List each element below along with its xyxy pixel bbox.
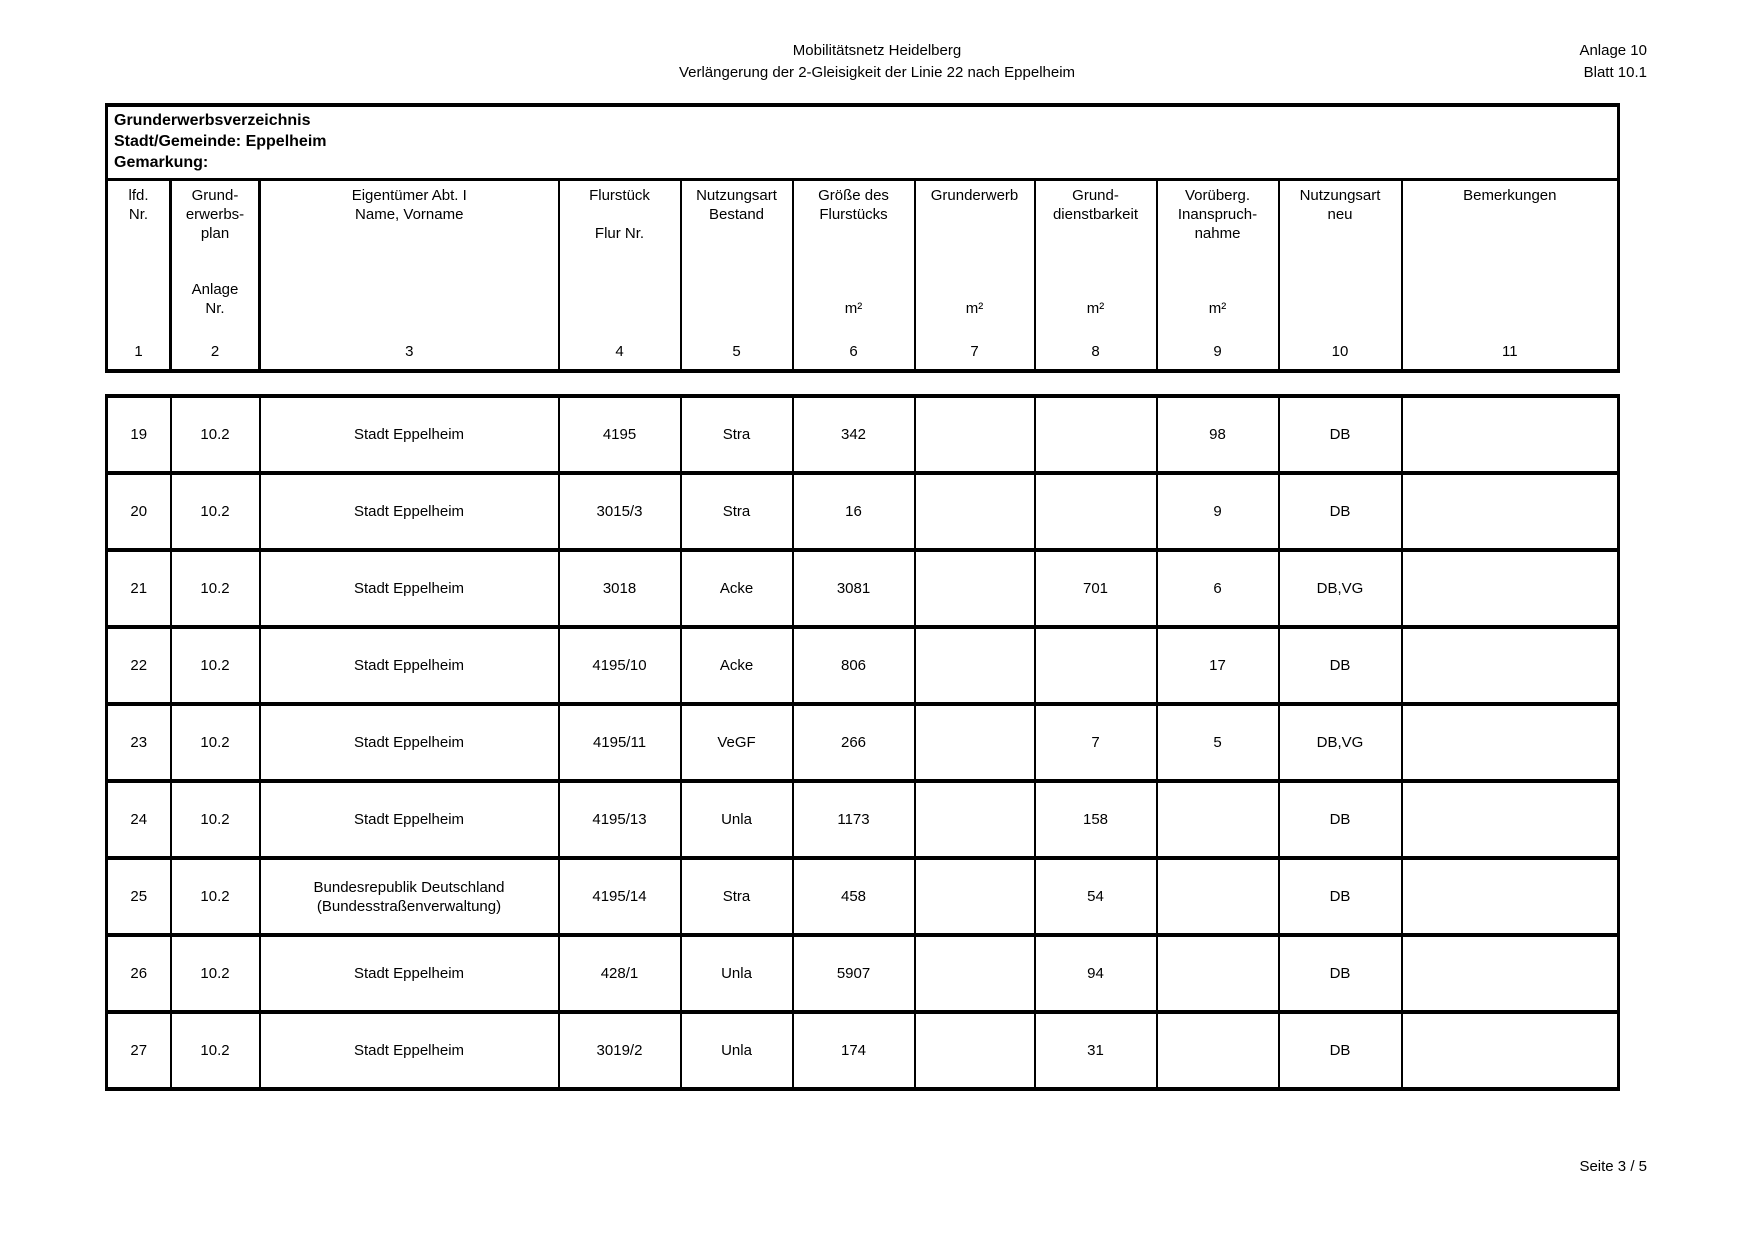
cell-voruebergehende-inanspruchnahme — [1157, 858, 1279, 935]
cell-nutzungsart-neu: DB,VG — [1279, 550, 1402, 627]
cell-eigentuemer — [260, 935, 559, 1012]
cell-nutzungsart-bestand: Stra — [681, 858, 793, 935]
column-header-unit: Nr. — [205, 300, 225, 317]
cell-nutzungsart-bestand: Unla — [681, 1012, 793, 1089]
cell-bemerkungen — [1402, 627, 1619, 704]
cell-nutzungsart-bestand: Acke — [681, 627, 793, 704]
cell-grunddienstbarkeit: 94 — [1035, 935, 1157, 1012]
column-header-label: Grund- — [191, 187, 239, 204]
cell-grunddienstbarkeit: 158 — [1035, 781, 1157, 858]
register-district: Gemarkung: — [114, 154, 209, 171]
owner-name-line: Stadt Eppelheim — [353, 657, 465, 674]
column-number: 3 — [405, 343, 414, 360]
cell-grunderwerbsplan-anlage-nr: 10.2 — [171, 396, 260, 473]
cell-nutzungsart-neu: DB — [1279, 396, 1402, 473]
cell-grunderwerbsplan-anlage-nr: 10.2 — [171, 627, 260, 704]
register-title-block — [107, 105, 1619, 180]
owner-name-line: Stadt Eppelheim — [353, 811, 465, 828]
column-header-nutzungsart-neu — [1279, 180, 1402, 372]
cell-nutzungsart-neu: DB — [1279, 935, 1402, 1012]
owner-name-line: Stadt Eppelheim — [353, 1042, 465, 1059]
cell-grunderwerb — [915, 473, 1035, 550]
page-title — [0, 40, 1754, 84]
table-row — [107, 1012, 1619, 1089]
cell-flurstueck-flur-nr: 4195/13 — [559, 781, 681, 858]
cell-bemerkungen — [1402, 704, 1619, 781]
cell-nutzungsart-neu: DB — [1279, 1012, 1402, 1089]
annex-number: Anlage 10 — [1579, 42, 1647, 59]
cell-nutzungsart-neu: DB — [1279, 858, 1402, 935]
cell-eigentuemer — [260, 627, 559, 704]
owner-name-line: (Bundesstraßenverwaltung) — [316, 897, 502, 915]
cell-grunderwerb — [915, 781, 1035, 858]
cell-lfd-nr: 22 — [107, 627, 171, 704]
column-number: 4 — [615, 343, 624, 360]
column-header-grunddienstbarkeit — [1035, 180, 1157, 372]
cell-lfd-nr: 20 — [107, 473, 171, 550]
cell-groesse-des-flurstuecks: 1173 — [793, 781, 915, 858]
column-header-unit: m² — [844, 300, 863, 317]
column-header-label: Nutzungsart — [696, 187, 777, 204]
cell-eigentuemer — [260, 396, 559, 473]
cell-lfd-nr: 19 — [107, 396, 171, 473]
column-header-label: Bestand — [708, 206, 765, 223]
column-header-label: Name, Vorname — [355, 206, 464, 223]
cell-groesse-des-flurstuecks: 458 — [793, 858, 915, 935]
cell-flurstueck-flur-nr: 4195/10 — [559, 627, 681, 704]
column-header-label: neu — [1327, 206, 1353, 223]
owner-name-line: Bundesrepublik Deutschland — [313, 878, 505, 896]
cell-voruebergehende-inanspruchnahme — [1157, 935, 1279, 1012]
cell-grunddienstbarkeit: 701 — [1035, 550, 1157, 627]
cell-voruebergehende-inanspruchnahme: 98 — [1157, 396, 1279, 473]
column-number: 5 — [732, 343, 741, 360]
owner-name-line: Stadt Eppelheim — [353, 580, 465, 597]
cell-bemerkungen — [1402, 473, 1619, 550]
register-municipality: Stadt/Gemeinde: Eppelheim — [114, 133, 327, 150]
cell-groesse-des-flurstuecks: 16 — [793, 473, 915, 550]
column-header-label: Flurstücks — [819, 206, 888, 223]
acquisition-register — [105, 103, 1617, 1091]
cell-grunddienstbarkeit: 31 — [1035, 1012, 1157, 1089]
cell-nutzungsart-bestand: Acke — [681, 550, 793, 627]
cell-nutzungsart-bestand: Stra — [681, 396, 793, 473]
column-header-nutzungsart-bestand — [681, 180, 793, 372]
cell-nutzungsart-bestand: Unla — [681, 935, 793, 1012]
cell-flurstueck-flur-nr: 4195 — [559, 396, 681, 473]
page-footer: Seite 3 / 5 — [1579, 1158, 1647, 1175]
cell-grunderwerbsplan-anlage-nr: 10.2 — [171, 781, 260, 858]
cell-groesse-des-flurstuecks: 174 — [793, 1012, 915, 1089]
cell-grunderwerbsplan-anlage-nr: 10.2 — [171, 550, 260, 627]
cell-groesse-des-flurstuecks: 266 — [793, 704, 915, 781]
column-number: 1 — [134, 343, 143, 360]
cell-nutzungsart-bestand: Unla — [681, 781, 793, 858]
project-title: Mobilitätsnetz Heidelberg — [792, 42, 962, 59]
cell-lfd-nr: 21 — [107, 550, 171, 627]
annex-info — [1579, 40, 1647, 84]
cell-grunderwerb — [915, 627, 1035, 704]
cell-eigentuemer — [260, 473, 559, 550]
column-header-grunderwerbsplan-anlage-nr — [171, 180, 260, 372]
cell-bemerkungen — [1402, 781, 1619, 858]
cell-nutzungsart-bestand: Stra — [681, 473, 793, 550]
column-header-label: Grunderwerb — [930, 187, 1019, 204]
column-header-unit: m² — [1208, 300, 1227, 317]
cell-groesse-des-flurstuecks: 3081 — [793, 550, 915, 627]
table-row — [107, 935, 1619, 1012]
cell-nutzungsart-bestand: VeGF — [681, 704, 793, 781]
table-row — [107, 396, 1619, 473]
column-header-groesse-des-flurstuecks — [793, 180, 915, 372]
column-header-label: erwerbs- — [185, 206, 245, 223]
cell-bemerkungen — [1402, 396, 1619, 473]
cell-grunderwerbsplan-anlage-nr: 10.2 — [171, 935, 260, 1012]
cell-grunddienstbarkeit — [1035, 396, 1157, 473]
column-header-row — [107, 180, 1619, 372]
cell-groesse-des-flurstuecks: 342 — [793, 396, 915, 473]
cell-groesse-des-flurstuecks: 5907 — [793, 935, 915, 1012]
column-header-voruebergehende-inanspruchnahme — [1157, 180, 1279, 372]
table-row — [107, 473, 1619, 550]
cell-flurstueck-flur-nr: 4195/14 — [559, 858, 681, 935]
column-header-label: plan — [200, 225, 230, 242]
cell-bemerkungen — [1402, 550, 1619, 627]
column-header-grunderwerb — [915, 180, 1035, 372]
cell-voruebergehende-inanspruchnahme: 9 — [1157, 473, 1279, 550]
cell-flurstueck-flur-nr: 428/1 — [559, 935, 681, 1012]
cell-eigentuemer — [260, 1012, 559, 1089]
cell-bemerkungen — [1402, 858, 1619, 935]
sheet-number: Blatt 10.1 — [1583, 64, 1647, 81]
owner-name-line: Stadt Eppelheim — [353, 426, 465, 443]
cell-grunderwerb — [915, 858, 1035, 935]
owner-name-line: Stadt Eppelheim — [353, 965, 465, 982]
register-title: Grunderwerbsverzeichnis — [114, 112, 311, 129]
column-number: 11 — [1502, 343, 1518, 360]
column-number: 8 — [1091, 343, 1100, 360]
cell-grunderwerbsplan-anlage-nr: 10.2 — [171, 704, 260, 781]
cell-lfd-nr: 27 — [107, 1012, 171, 1089]
cell-nutzungsart-neu: DB — [1279, 473, 1402, 550]
cell-nutzungsart-neu: DB,VG — [1279, 704, 1402, 781]
column-header-bemerkungen — [1402, 180, 1619, 372]
table-row — [107, 858, 1619, 935]
register-header-table — [105, 103, 1620, 373]
cell-flurstueck-flur-nr: 4195/11 — [559, 704, 681, 781]
cell-eigentuemer — [260, 781, 559, 858]
column-header-label: Flur Nr. — [594, 225, 645, 242]
column-header-lfd-nr — [107, 180, 171, 372]
cell-groesse-des-flurstuecks: 806 — [793, 627, 915, 704]
owner-name-line: Stadt Eppelheim — [353, 734, 465, 751]
table-row — [107, 550, 1619, 627]
register-title-row — [107, 105, 1619, 180]
column-header-unit: Anlage — [191, 281, 239, 298]
column-header-label: Flurstück — [589, 187, 650, 204]
column-number: 6 — [849, 343, 858, 360]
column-number: 2 — [210, 343, 220, 360]
cell-grunddienstbarkeit — [1035, 627, 1157, 704]
column-header-label: Bemerkungen — [1463, 187, 1557, 204]
column-header-label: Nutzungsart — [1299, 187, 1381, 204]
cell-voruebergehende-inanspruchnahme — [1157, 1012, 1279, 1089]
cell-voruebergehende-inanspruchnahme: 17 — [1157, 627, 1279, 704]
cell-grunderwerbsplan-anlage-nr: 10.2 — [171, 1012, 260, 1089]
cell-nutzungsart-neu: DB — [1279, 627, 1402, 704]
cell-voruebergehende-inanspruchnahme — [1157, 781, 1279, 858]
cell-grunderwerb — [915, 1012, 1035, 1089]
cell-eigentuemer — [260, 550, 559, 627]
cell-lfd-nr: 25 — [107, 858, 171, 935]
register-data-table — [105, 394, 1620, 1091]
cell-voruebergehende-inanspruchnahme: 6 — [1157, 550, 1279, 627]
cell-grunddienstbarkeit: 54 — [1035, 858, 1157, 935]
column-header-label: Grund- — [1072, 187, 1119, 204]
cell-lfd-nr: 26 — [107, 935, 171, 1012]
cell-eigentuemer — [260, 704, 559, 781]
column-header-label: dienstbarkeit — [1052, 206, 1139, 223]
column-header-label: Vorüberg. — [1184, 187, 1251, 204]
column-number: 9 — [1213, 343, 1222, 360]
cell-flurstueck-flur-nr: 3018 — [559, 550, 681, 627]
cell-bemerkungen — [1402, 935, 1619, 1012]
cell-grunderwerb — [915, 550, 1035, 627]
cell-grunderwerb — [915, 396, 1035, 473]
cell-grunddienstbarkeit: 7 — [1035, 704, 1157, 781]
column-header-flurstueck-flur-nr — [559, 180, 681, 372]
column-header-unit: m² — [965, 300, 984, 317]
cell-voruebergehende-inanspruchnahme: 5 — [1157, 704, 1279, 781]
column-header-label — [589, 205, 650, 224]
owner-name-line: Stadt Eppelheim — [353, 503, 465, 520]
cell-eigentuemer — [260, 858, 559, 935]
cell-grunddienstbarkeit — [1035, 473, 1157, 550]
column-number: 7 — [970, 343, 979, 360]
project-subtitle: Verlängerung der 2-Gleisigkeit der Linie 22 nach Eppelheim — [678, 64, 1076, 81]
column-number: 10 — [1331, 343, 1349, 360]
column-header-label: Eigentümer Abt. I — [351, 187, 467, 204]
table-row — [107, 627, 1619, 704]
table-row — [107, 704, 1619, 781]
column-header-label: lfd. — [128, 187, 149, 204]
cell-bemerkungen — [1402, 1012, 1619, 1089]
table-row — [107, 781, 1619, 858]
cell-flurstueck-flur-nr: 3019/2 — [559, 1012, 681, 1089]
column-header-label: Inanspruch- — [1177, 206, 1258, 223]
column-header-label: Nr. — [128, 206, 149, 223]
cell-nutzungsart-neu: DB — [1279, 781, 1402, 858]
cell-lfd-nr: 24 — [107, 781, 171, 858]
column-header-unit: m² — [1086, 300, 1105, 317]
column-header-label: Größe des — [818, 187, 889, 204]
column-header-eigentuemer — [260, 180, 559, 372]
column-header-label: nahme — [1194, 225, 1241, 242]
cell-grunderwerb — [915, 935, 1035, 1012]
cell-flurstueck-flur-nr: 3015/3 — [559, 473, 681, 550]
cell-grunderwerbsplan-anlage-nr: 10.2 — [171, 858, 260, 935]
cell-grunderwerb — [915, 704, 1035, 781]
cell-lfd-nr: 23 — [107, 704, 171, 781]
cell-grunderwerbsplan-anlage-nr: 10.2 — [171, 473, 260, 550]
